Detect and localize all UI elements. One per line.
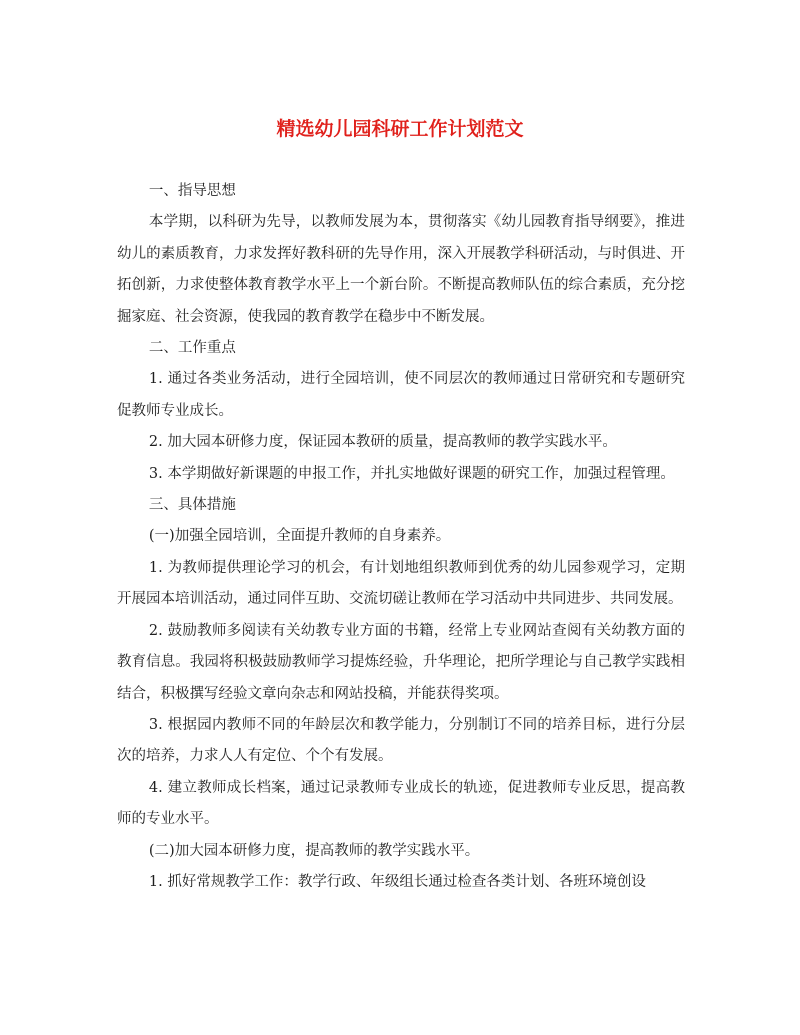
- paragraph-focus-2: 2. 加大园本研修力度，保证园本教研的质量，提高教师的教学实践水平。: [148, 434, 617, 451]
- paragraph-measure-1-1: 1. 为教师提供理论学习的机会，有计划地组织教师到优秀的幼儿园参观学习，定期开展园本培训活动，通过同伴互助、交流切磋让教师在学习活动中共同进步、共同发展。: [117, 559, 685, 608]
- subsection-heading-2: (二)加大园本研修力度，提高教师的教学实践水平。: [148, 842, 480, 859]
- paragraph-focus-3: 3. 本学期做好新课题的申报工作，并扎实地做好课题的研究工作，加强过程管理。: [148, 465, 675, 482]
- subsection-heading-1: (一)加强全园培训，全面提升教师的自身素养。: [148, 528, 451, 545]
- section-heading-guiding-thought: 一、指导思想: [148, 183, 236, 199]
- section-heading-work-focus: 二、工作重点: [148, 340, 236, 357]
- paragraph-measure-2-1: 1. 抓好常规教学工作：教学行政、年级组长通过检查各类计划、各班环境创设: [148, 873, 646, 890]
- paragraph-measure-1-4: 4. 建立教师成长档案，通过记录教师专业成长的轨迹，促进教师专业反思，提高教师的专业水平。: [117, 779, 685, 828]
- paragraph-measure-1-2: 2. 鼓励教师多阅读有关幼教专业方面的书籍，经常上专业网站查阅有关幼教方面的教育信息。我园将积极鼓励教师学习提炼经验，升华理论，把所学理论与自己教学实践相结合，积极撰写经验文章向杂志和网站投稿，并能获得奖项。: [117, 622, 685, 702]
- paragraph-guiding-thought: 本学期，以科研为先导，以教师发展为本，贯彻落实《幼儿园教育指导纲要》，推进幼儿的素质教育，力求发挥好教科研的先导作用，深入开展教学科研活动，与时俱进、开拓创新，力求使整体教育教学水平上一个新台阶。不断提高教师队伍的综合素质，充分挖掘家庭、社会资源，使我园的教育教学在稳步中不断发展。: [117, 214, 685, 325]
- section-heading-measures: 三、具体措施: [148, 497, 236, 514]
- document-title: 精选幼儿园科研工作计划范文: [276, 118, 524, 140]
- paragraph-measure-1-3: 3. 根据园内教师不同的年龄层次和教学能力，分别制订不同的培养目标，进行分层次的培养，力求人人有定位、个个有发展。: [117, 716, 685, 765]
- paragraph-focus-1: 1. 通过各类业务活动，进行全园培训，使不同层次的教师通过日常研究和专题研究促教师专业成长。: [117, 371, 685, 419]
- document-body: [117, 176, 685, 898]
